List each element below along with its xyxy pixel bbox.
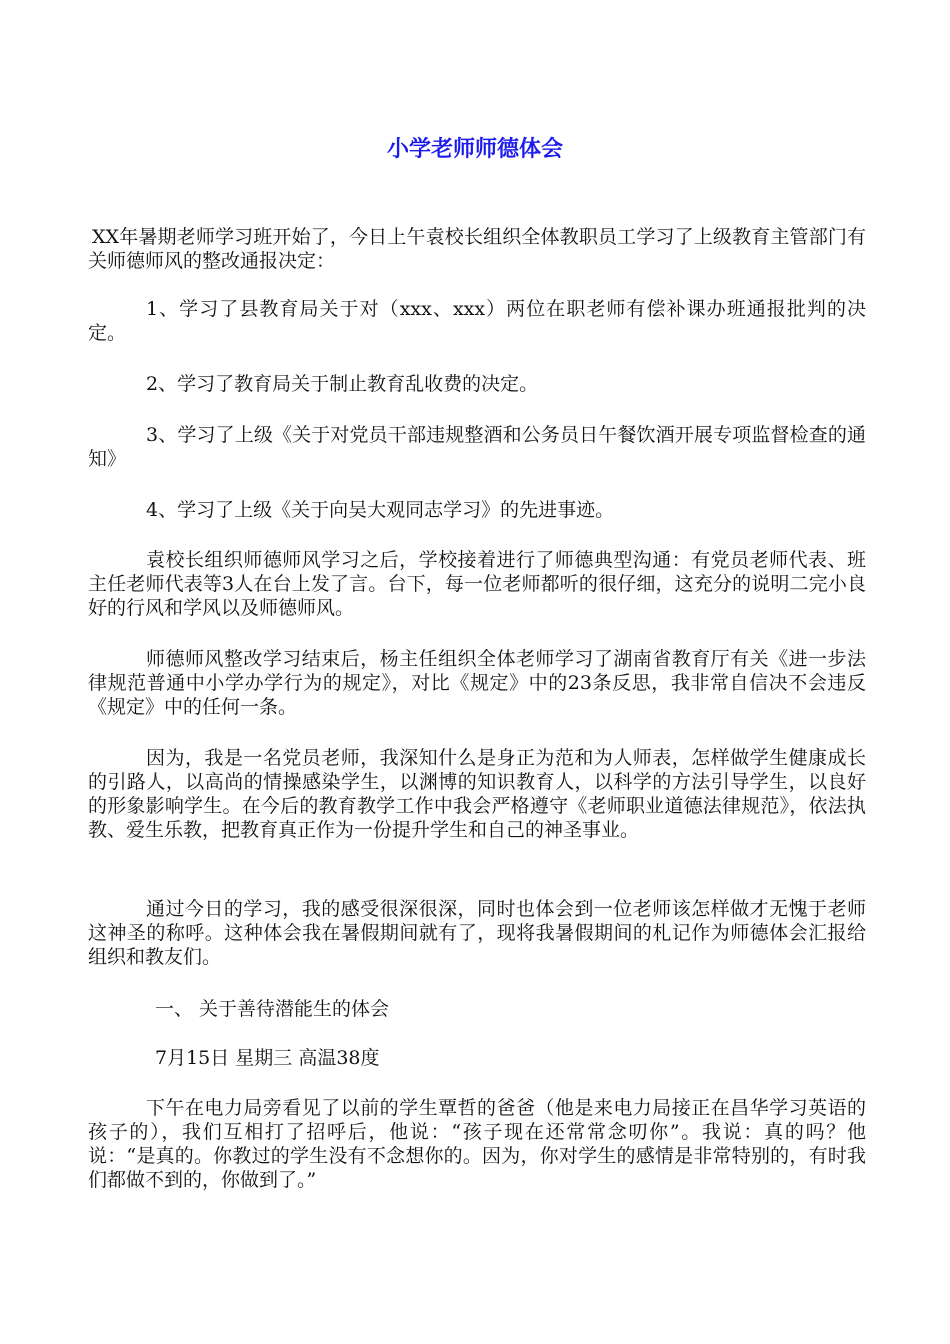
paragraph-intro: XX年暑期老师学习班开始了，今日上午袁校长组织全体教职员工学习了上级教育主管部门有关师德师风的整改通报决定： [88, 226, 866, 272]
page-title: 小学老师师德体会 [386, 137, 563, 162]
paragraph-diary-entry: 下午在电力局旁看见了以前的学生覃哲的爸爸（他是来电力局接正在昌华学习英语的孩子的），我们互相打了招呼后，他说：“孩子现在还常常念叨你”。我说：真的吗？他说：“是真的。你教过的学生没有不念想你的。因为，你对学生的感情是非常特别的，有时我们都做不到的，你做到了。” [88, 1097, 866, 1191]
paragraph-exchange: 袁校长组织师德师风学习之后，学校接着进行了师德典型沟通：有党员老师代表、班主任老师代表等3人在台上发了言。台下，每一位老师都听的很仔细，这充分的说明二完小良好的行风和学风以及师德师风。 [88, 549, 866, 619]
section-heading: 一、 关于善待潜能生的体会 [155, 998, 390, 1020]
paragraph-study-reflection: 通过今日的学习，我的感受很深很深，同时也体会到一位老师该怎样做才无愧于老师这神圣的称呼。这种体会我在暑假期间就有了，现将我暑假期间的札记作为师德体会汇报给组织和教友们。 [88, 898, 866, 968]
paragraph-item-4: 4、学习了上级《关于向吴大观同志学习》的先进事迹。 [146, 499, 615, 521]
paragraph-item-1: 1、学习了县教育局关于对（xxx、xxx）两位在职老师有偿补课办班通报批判的决定。 [88, 298, 866, 344]
paragraph-regulation: 师德师风整改学习结束后，杨主任组织全体老师学习了湖南省教育厅有关《进一步法律规范普通中小学办学行为的规定》，对比《规定》中的23条反思，我非常自信决不会违反《规定》中的任何一条。 [88, 648, 866, 718]
paragraph-party-member: 因为，我是一名党员老师，我深知什么是身正为范和为人师表，怎样做学生健康成长的引路人，以高尚的情操感染学生，以渊博的知识教育人，以科学的方法引导学生，以良好的形象影响学生。在今后的教育教学工作中我会严格遵守《老师职业道德法律规范》，依法执教、爱生乐教，把教育真正作为一份提升学生和自己的神圣事业。 [88, 747, 866, 841]
paragraph-item-2: 2、学习了教育局关于制止教育乱收费的决定。 [146, 373, 539, 395]
date-line: 7月15日 星期三 高温38度 [155, 1047, 380, 1069]
paragraph-item-3: 3、学习了上级《关于对党员干部违规整酒和公务员日午餐饮酒开展专项监督检查的通知》 [88, 424, 866, 470]
